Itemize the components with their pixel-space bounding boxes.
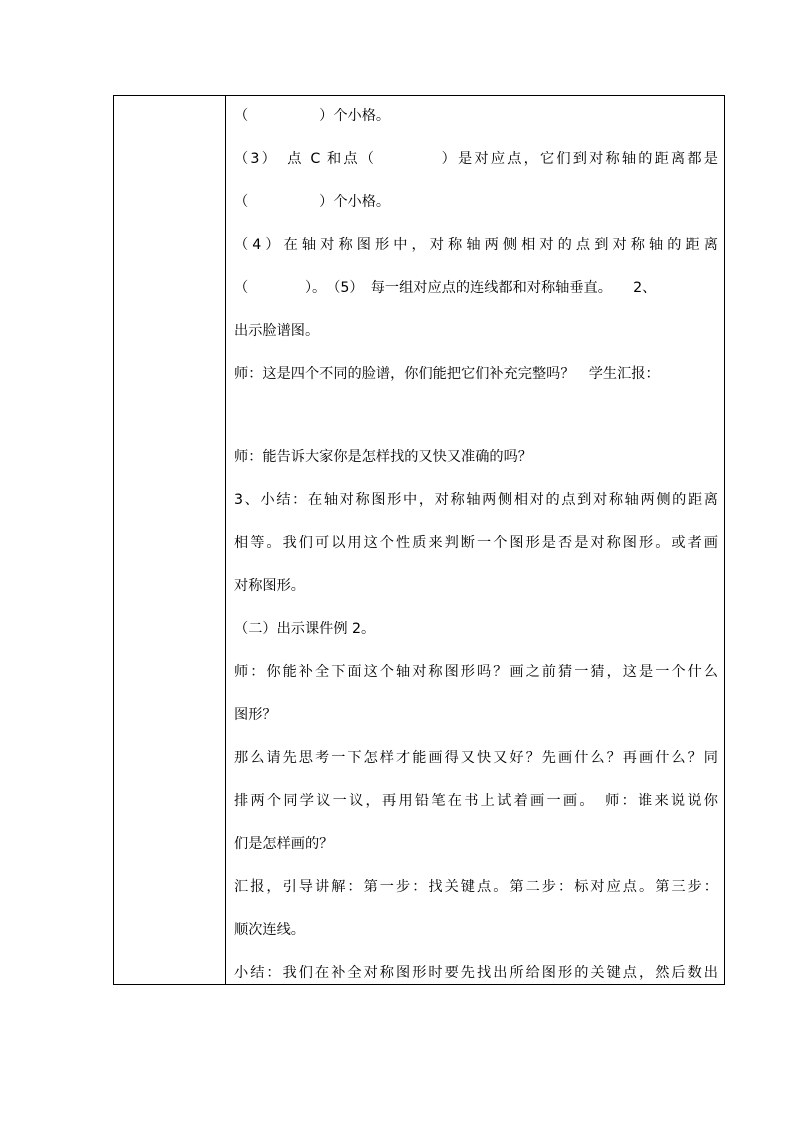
left-column-cell xyxy=(114,96,226,984)
text-line: （3） 点 C 和点（ ）是对应点，它们到对称轴的距离都是 xyxy=(234,151,718,167)
text-line: 小结：我们在补全对称图形时要先找出所给图形的关键点，然后数出 xyxy=(234,965,718,981)
text-line: （ ）。 （5） 每一组对应点的连线都和对称轴垂直。 2、 xyxy=(234,280,657,296)
text-line: 那么请先思考一下怎样才能画得又快又好？先画什么？再画什么？同 xyxy=(234,750,718,766)
text-line: 相等。我们可以用这个性质来判断一个图形是否是对称图形。或者画 xyxy=(234,535,718,551)
text-line: （二）出示课件例 2。 xyxy=(234,621,376,637)
text-line: （ ）个小格。 xyxy=(234,108,391,124)
text-line: 出示脸谱图。 xyxy=(234,323,320,339)
text-line: 排两个同学议一议，再用铅笔在书上试着画一画。 师：谁来说说你 xyxy=(234,793,718,809)
text-line: 们是怎样画的？ xyxy=(234,836,334,852)
text-line: 顺次连线。 xyxy=(234,922,305,938)
text-line: 师：这是四个不同的脸谱，你们能把它们补充完整吗？ 学生汇报： xyxy=(234,366,660,382)
text-line: 图形？ xyxy=(234,707,277,723)
text-line: （4）在轴对称图形中，对称轴两侧相对的点到对称轴的距离 xyxy=(234,237,718,253)
text-line: 对称图形。 xyxy=(234,578,305,594)
text-line: 师：能告诉大家你是怎样找的又快又准确的吗？ xyxy=(234,449,532,465)
text-line: 汇报，引导讲解：第一步：找关键点。第二步：标对应点。第三步： xyxy=(234,879,718,895)
lesson-content-cell xyxy=(226,96,724,984)
lesson-table xyxy=(113,95,725,985)
text-line: 师：你能补全下面这个轴对称图形吗？画之前猜一猜，这是一个什么 xyxy=(234,664,718,680)
text-line: （ ）个小格。 xyxy=(234,194,391,210)
text-line: 3、小结：在轴对称图形中，对称轴两侧相对的点到对称轴两侧的距离 xyxy=(234,492,718,508)
